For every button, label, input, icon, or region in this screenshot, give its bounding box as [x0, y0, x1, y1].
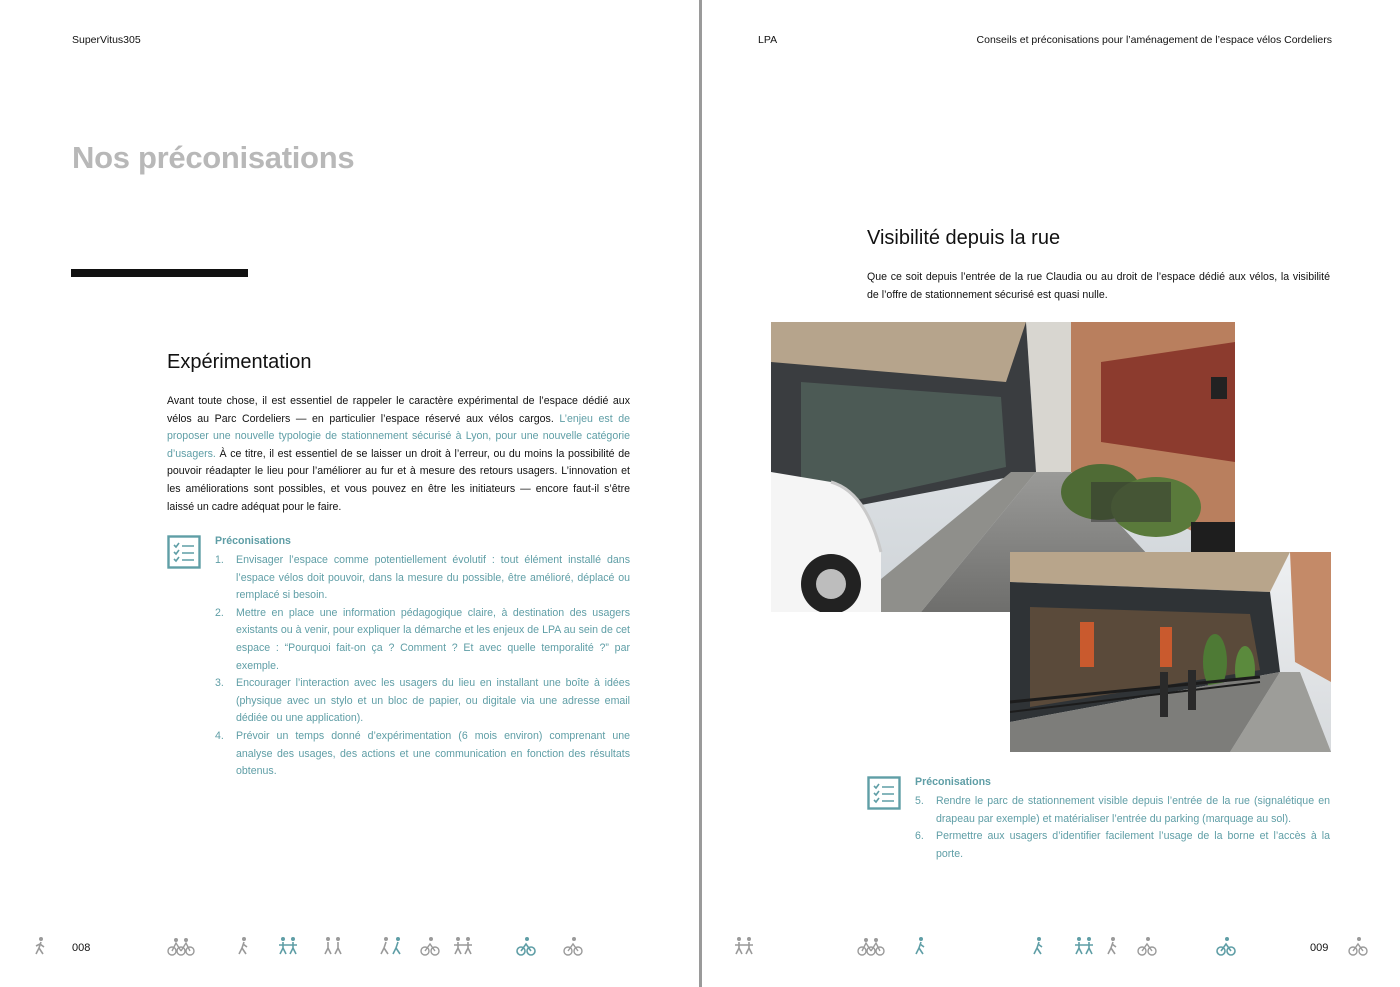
visibility-paragraph: Que ce soit depuis l’entrée de la rue Claudia ou au droit de l’espace dédié aux vélos, la visibilité de l’offre de stationnement sécurisé est quasi nulle.	[867, 271, 1330, 301]
header-document-title: Conseils et préconisations pour l’aménagement de l’espace vélos Cordeliers	[976, 34, 1332, 46]
intro-text-a: Avant toute chose, il est essentiel de rappeler le caractère expérimental de l’espace dédié aux vélos au Parc Cordeliers — en particulier l’espace réservé aux vélos cargos.	[167, 395, 630, 425]
bike-icon	[563, 936, 583, 956]
header-client: LPA	[758, 34, 778, 46]
page-right	[702, 0, 1400, 987]
header-brand: SuperVitus305	[72, 34, 141, 46]
list-item: 2. Mettre en place une information pédagogique claire, à destination des usagers existants ou à venir, pour expliquer la démarche et les enjeux de LPA au sein de cet espace : “Pourquoi fait-on ça ? Comment ? Et avec quelle temporalité ?” par exemple.	[215, 606, 630, 672]
list-item: 4. Prévoir un temps donné d’expérimentation (6 mois environ) comprenant une analyse des usages, des actions et une communication en fonction des résultats obtenus.	[215, 729, 630, 778]
bikes-group-icon	[166, 936, 196, 956]
people-group-icon	[733, 936, 755, 956]
walk-icon	[233, 936, 253, 956]
page-number-left: 008	[72, 942, 91, 954]
page-left	[0, 0, 699, 987]
checklist-icon	[867, 776, 901, 810]
list-item: 5. Rendre le parc de stationnement visible depuis l’entrée de la rue (signalétique en drapeau par exemple) et matérialiser l’entrée du parking (marquage au sol).	[915, 795, 1330, 825]
bike-icon	[1348, 936, 1368, 956]
people-group-icon	[452, 936, 474, 956]
walkers-icon	[378, 936, 406, 956]
list-item: 1. Envisager l’espace comme potentiellement évolutif : tout élément installé dans l’espace vélos doit pouvoir, dans la mesure du possible, être amélioré, déplacé ou remplacé si besoin.	[215, 554, 630, 602]
recommendations-block-left	[167, 535, 630, 795]
walk-icon	[1028, 936, 1048, 956]
bike-icon	[420, 936, 440, 956]
recommendations-title: Préconisations	[915, 776, 991, 788]
people-group-icon	[1073, 936, 1095, 956]
people-pair-icon	[321, 936, 345, 956]
walk-icon	[30, 936, 50, 956]
street-photo-2	[1010, 552, 1331, 752]
bike-icon	[1137, 936, 1157, 956]
bike-icon	[516, 936, 536, 956]
page-title: Nos préconisations	[72, 140, 355, 175]
bike-icon	[1216, 936, 1236, 956]
intro-text-c: À ce titre, il est essentiel de se laisser un droit à l’erreur, ou du moins la possibilité de pouvoir réadapter le lieu pour l’améliorer au fur et à mesure des retours usagers. L’innovation et les améliorations sont possibles, et vous pouvez en être les initiateurs — encore faut-il s’être laissé un cadre adéquat pour le faire.	[167, 447, 630, 513]
intro-text-highlight: L’enjeu est de proposer une nouvelle typologie de stationnement sécurisé à Lyon, pour une nouvelle catégorie d’usagers.	[167, 412, 630, 460]
page-number-right: 009	[1310, 942, 1329, 954]
walk-icon	[910, 936, 930, 956]
people-group-icon	[277, 936, 299, 956]
section-title-visibility: Visibilité depuis la rue	[867, 227, 1061, 249]
section-title-experimentation: Expérimentation	[167, 351, 312, 373]
recommendations-title: Préconisations	[215, 535, 291, 547]
recommendations-list	[215, 552, 630, 781]
recommendations-block-right	[867, 776, 1330, 876]
recommendations-list	[915, 793, 1330, 863]
bikes-group-icon	[856, 936, 886, 956]
walk-icon	[1102, 936, 1122, 956]
checklist-icon	[167, 535, 201, 569]
list-item: 3. Encourager l’interaction avec les usagers du lieu en installant une boîte à idées (physique avec un stylo et un bloc de papier, ou digitale via une adresse email dédiée ou une application).	[215, 677, 630, 725]
title-rule	[71, 269, 248, 277]
intro-paragraph	[167, 393, 630, 516]
list-item: 6. Permettre aux usagers d’identifier facilement l’usage de la borne et l’accès à la porte.	[915, 830, 1330, 860]
